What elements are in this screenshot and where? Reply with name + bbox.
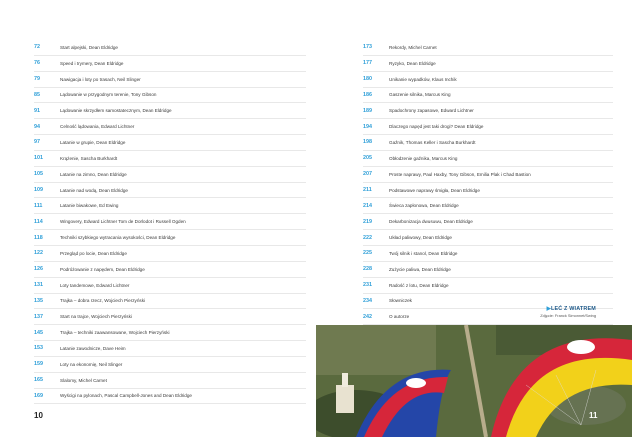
toc-title: Gaźnik, Thomas Keller i Sascha Burkhardt [389, 139, 476, 145]
toc-title: Lądowanie w przygodnym terenie, Tony Gibson [60, 92, 157, 98]
toc-title: Speed i trymery, Dean Eldridge [60, 60, 124, 66]
toc-title: Przegląd po locie, Dean Eldridge [60, 250, 127, 256]
toc-title: Latanie biwakowe, Ed Ewing [60, 203, 119, 209]
toc-title: Loty na ekonomię, Neil Slinger [60, 361, 123, 367]
toc-title: Podstawowe naprawy śmigła, Dean Eldridge [389, 187, 480, 193]
toc-row [34, 135, 306, 151]
toc-title: Rekordy, Michel Carnet [389, 44, 437, 50]
toc-row [34, 88, 306, 104]
toc-title: Techniki szybkiego wytracania wysokości, Dean Eldridge [60, 235, 176, 241]
toc-title: Slalomy, Michel Carnet [60, 377, 107, 383]
paraglider-photo [316, 325, 632, 437]
toc-title: Unikanie wypadków, Klaus Inchik [389, 76, 457, 82]
toc-row [363, 88, 613, 104]
toc-page-number: 72 [34, 44, 40, 51]
toc-row [34, 325, 306, 341]
toc-title: Dekarbonizacja dwusuwu, Dean Eldridge [389, 219, 473, 225]
toc-row [363, 246, 613, 262]
toc-page-number: 111 [34, 202, 43, 209]
toc-row [363, 135, 613, 151]
toc-title: Gaszenie silnika, Marcus King [389, 92, 451, 98]
toc-title: Start alpejski, Dean Eldridge [60, 44, 118, 50]
toc-title: Lądowanie skrzydłem samostatecznym, Dean Eldridge [60, 108, 172, 114]
toc-title: Dlaczego napęd jest taki drogi? Dean Eldridge [389, 124, 484, 130]
toc-left-column [34, 40, 306, 404]
toc-row [363, 103, 613, 119]
toc-title: Start na trajce, Wojciech Pierzyński [60, 314, 132, 320]
toc-title: Loty tandemowe, Edward Lichtner [60, 282, 130, 288]
toc-page-number: 207 [363, 171, 372, 178]
toc-title: Wingovery, Edward Lichtner Tom de Dorlodot i Russell Ogden [60, 219, 186, 225]
book-brand-label: LEĆ Z WIATREM [550, 306, 596, 312]
toc-title: Krążenie, Sascha Burkhardt [60, 155, 118, 161]
toc-page-number: 94 [34, 123, 40, 130]
toc-page-number: 242 [363, 313, 372, 320]
toc-row [34, 167, 306, 183]
toc-row [34, 230, 306, 246]
toc-row [34, 262, 306, 278]
toc-title: Latanie na zimno, Dean Eldridge [60, 171, 127, 177]
toc-page-number: 118 [34, 234, 43, 241]
toc-page-number: 153 [34, 345, 43, 352]
toc-page-number: 76 [34, 60, 40, 67]
page-number-right: 11 [589, 411, 598, 420]
toc-row [34, 103, 306, 119]
toc-page-number: 165 [34, 377, 43, 384]
toc-page-number: 180 [363, 76, 372, 83]
toc-row [363, 214, 613, 230]
toc-page-number: 126 [34, 266, 43, 273]
toc-title: Nawigacja i loty po trasach, Neil Slinger [60, 76, 141, 82]
photo-caption: Zdjęcie: Franck Simonnet/Swing [540, 313, 596, 318]
toc-row [363, 151, 613, 167]
toc-row [363, 56, 613, 72]
toc-row [363, 183, 613, 199]
toc-page-number: 105 [34, 171, 43, 178]
toc-page-number: 214 [363, 202, 372, 209]
toc-page-number: 137 [34, 313, 43, 320]
toc-row [363, 230, 613, 246]
toc-page-number: 219 [363, 218, 372, 225]
toc-row [363, 40, 613, 56]
toc-page-number: 177 [363, 60, 372, 67]
toc-row [363, 72, 613, 88]
toc-page-number: 205 [363, 155, 372, 162]
paraglider-illustration [316, 325, 632, 437]
toc-page-number: 228 [363, 266, 372, 273]
toc-row [34, 214, 306, 230]
toc-title: Latanie w grupie, Dean Eldridge [60, 139, 126, 145]
toc-row [34, 357, 306, 373]
toc-title: Latanie nad wodą, Dean Eldridge [60, 187, 128, 193]
toc-title: Podróżowanie z napędem, Dean Eldridge [60, 266, 145, 272]
toc-row [34, 198, 306, 214]
toc-title: Zużycie paliwa, Dean Eldridge [389, 266, 451, 272]
toc-page-number: 186 [363, 91, 372, 98]
toc-page-number: 97 [34, 139, 40, 146]
toc-row [363, 198, 613, 214]
toc-page-number: 122 [34, 250, 43, 257]
toc-row [34, 278, 306, 294]
toc-title: Świeca zapłonowa, Dean Eldridge [389, 203, 459, 209]
toc-page-number: 231 [363, 282, 372, 289]
toc-title: Proste naprawy, Paul Haxby, Tony Gibson, Emilia Plak i Chad Bastion [389, 171, 531, 177]
toc-page-number: 225 [363, 250, 372, 257]
toc-page-number: 159 [34, 361, 43, 368]
toc-page-number: 79 [34, 76, 40, 83]
toc-page-number: 222 [363, 234, 372, 241]
toc-title: Ryzyko, Dean Eldridge [389, 60, 436, 66]
toc-page-number: 194 [363, 123, 372, 130]
toc-title: Słowniczek [389, 298, 412, 304]
toc-title: Obłodzenie gaźnika, Marcus King [389, 155, 458, 161]
toc-page-number: 101 [34, 155, 43, 162]
toc-row [34, 56, 306, 72]
toc-page-number: 234 [363, 297, 372, 304]
toc-page-number: 114 [34, 218, 43, 225]
page-number-left: 10 [34, 411, 43, 420]
toc-title: Latanie zawodnicze, Dave Heim [60, 345, 126, 351]
toc-title: Twój silnik i stanol, Dean Eldridge [389, 250, 458, 256]
toc-title: Radość z lotu, Dean Eldridge [389, 282, 449, 288]
photo-credit [540, 306, 596, 318]
toc-row [34, 309, 306, 325]
toc-page-number: 91 [34, 107, 40, 114]
toc-row [34, 389, 306, 405]
toc-page-number: 173 [363, 44, 372, 51]
toc-page-number: 189 [363, 107, 372, 114]
toc-row [34, 151, 306, 167]
toc-row [34, 40, 306, 56]
toc-row [363, 262, 613, 278]
toc-row [34, 373, 306, 389]
toc-page-number: 145 [34, 329, 43, 336]
toc-title: Wyścigi na pylonach, Pascal Campbell-Jones and Dean Eldridge [60, 393, 192, 399]
arrow-icon: ▶ [546, 306, 551, 312]
toc-page-number: 211 [363, 187, 372, 194]
toc-row [34, 72, 306, 88]
toc-row [363, 278, 613, 294]
toc-row [34, 119, 306, 135]
toc-row [34, 246, 306, 262]
toc-page-number: 135 [34, 297, 43, 304]
toc-row [34, 294, 306, 310]
toc-title: O autorze [389, 314, 410, 320]
toc-title: Trajka – techniki zaawansowane, Wojciech Pierzyński [60, 330, 170, 336]
toc-title: Układ paliwowy, Dean Eldridge [389, 235, 452, 241]
book-brand [540, 306, 596, 312]
toc-title: Spadochrony zapasowe, Edward Lichtner [389, 108, 474, 114]
toc-title: Celność lądowania, Edward Lichtner [60, 124, 135, 130]
toc-page-number: 85 [34, 91, 40, 98]
toc-page-number: 169 [34, 392, 43, 399]
toc-row [363, 119, 613, 135]
toc-row [34, 341, 306, 357]
toc-row [34, 183, 306, 199]
toc-page-number: 131 [34, 282, 43, 289]
toc-title: Trajka – dobra rzecz, Wojciech Pierzyński [60, 298, 146, 304]
toc-page-number: 198 [363, 139, 372, 146]
toc-row [363, 167, 613, 183]
toc-page-number: 109 [34, 187, 43, 194]
toc-right-column [363, 40, 613, 325]
